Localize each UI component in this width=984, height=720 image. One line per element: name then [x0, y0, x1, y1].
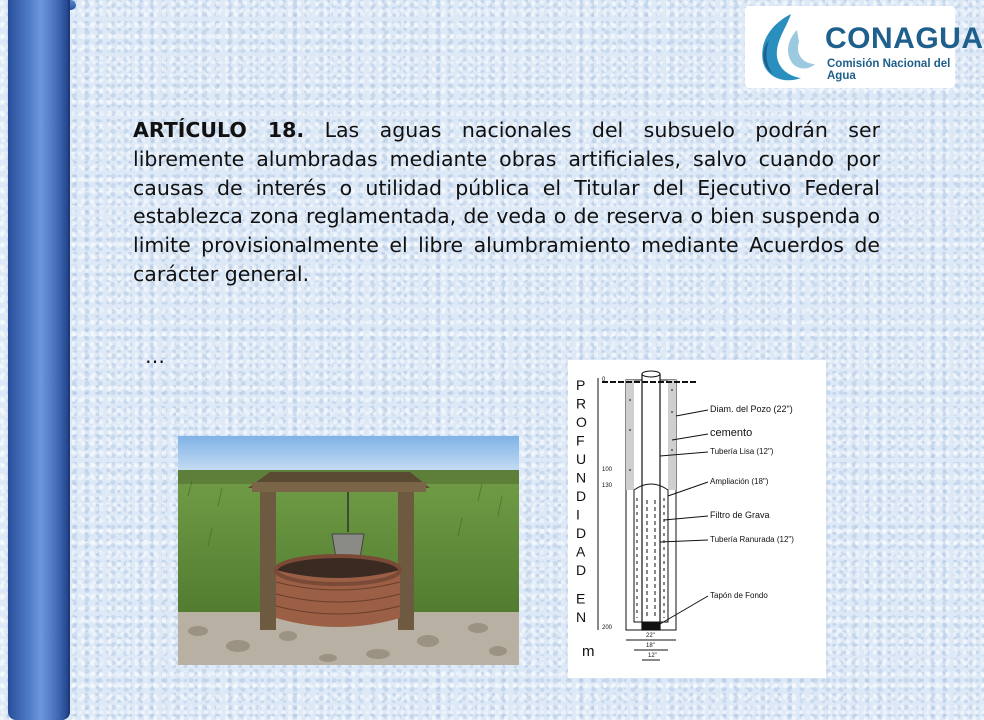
unit-label: m: [582, 643, 595, 660]
depth-axis-letter: N: [576, 469, 587, 486]
depth-axis-letter: A: [576, 543, 586, 560]
logo-subtitle: Comisión Nacional del Agua: [827, 58, 951, 82]
well-photo: [178, 436, 519, 665]
depth-axis-letter: N: [576, 609, 587, 625]
ellipsis: …: [145, 344, 165, 368]
diagram-label: Tubería Lisa (12"): [710, 447, 774, 456]
well-diagram: [568, 360, 826, 678]
diagram-label: Tapón de Fondo: [710, 591, 768, 600]
depth-tick-label: 0: [602, 377, 606, 383]
dimension-label: 22": [646, 633, 655, 639]
diagram-label: Filtro de Grava: [710, 510, 770, 520]
depth-tick-label: 200: [602, 625, 613, 631]
depth-axis-letter: R: [576, 395, 587, 412]
depth-axis-letter: D: [576, 562, 587, 578]
depth-axis-letter: U: [576, 451, 587, 467]
water-drop-logo-icon: [751, 10, 823, 86]
article-text: [133, 116, 880, 289]
dimension-label: 18": [646, 643, 655, 649]
depth-axis-letter: I: [576, 506, 580, 523]
depth-axis-letter: E: [576, 590, 586, 607]
diagram-label: Diam. del Pozo (22"): [710, 404, 793, 414]
dimension-label: 12": [648, 653, 657, 659]
depth-axis-letter: O: [576, 414, 587, 430]
logo-title: CONAGUA: [825, 22, 984, 55]
diagram-label: Ampliación (18"): [710, 477, 769, 486]
depth-axis-letter: D: [576, 525, 587, 541]
diagram-label: cemento: [710, 427, 753, 439]
depth-tick-label: 100: [602, 467, 613, 473]
article-heading: ARTÍCULO 18.: [133, 118, 305, 142]
diagram-label: Tubería Ranurada (12"): [710, 535, 794, 544]
depth-tick-label: 130: [602, 483, 613, 489]
article-body: Las aguas nacionales del subsuelo podrán ser libremente alumbradas mediante obras artificiales, salvo cuando por causas de interés o utilidad pública el Titular del Ejecutivo Federal establezca zona reglamentada, de veda o de reserva o bien suspenda o limite provisionalmente el libre alumbramiento mediante Acuerdos de carácter general.: [133, 118, 880, 286]
conagua-logo: [745, 6, 984, 88]
side-bar: [8, 0, 70, 720]
depth-axis-letter: F: [576, 432, 585, 449]
depth-axis-letter: D: [576, 488, 587, 504]
depth-axis-letter: P: [576, 377, 586, 393]
